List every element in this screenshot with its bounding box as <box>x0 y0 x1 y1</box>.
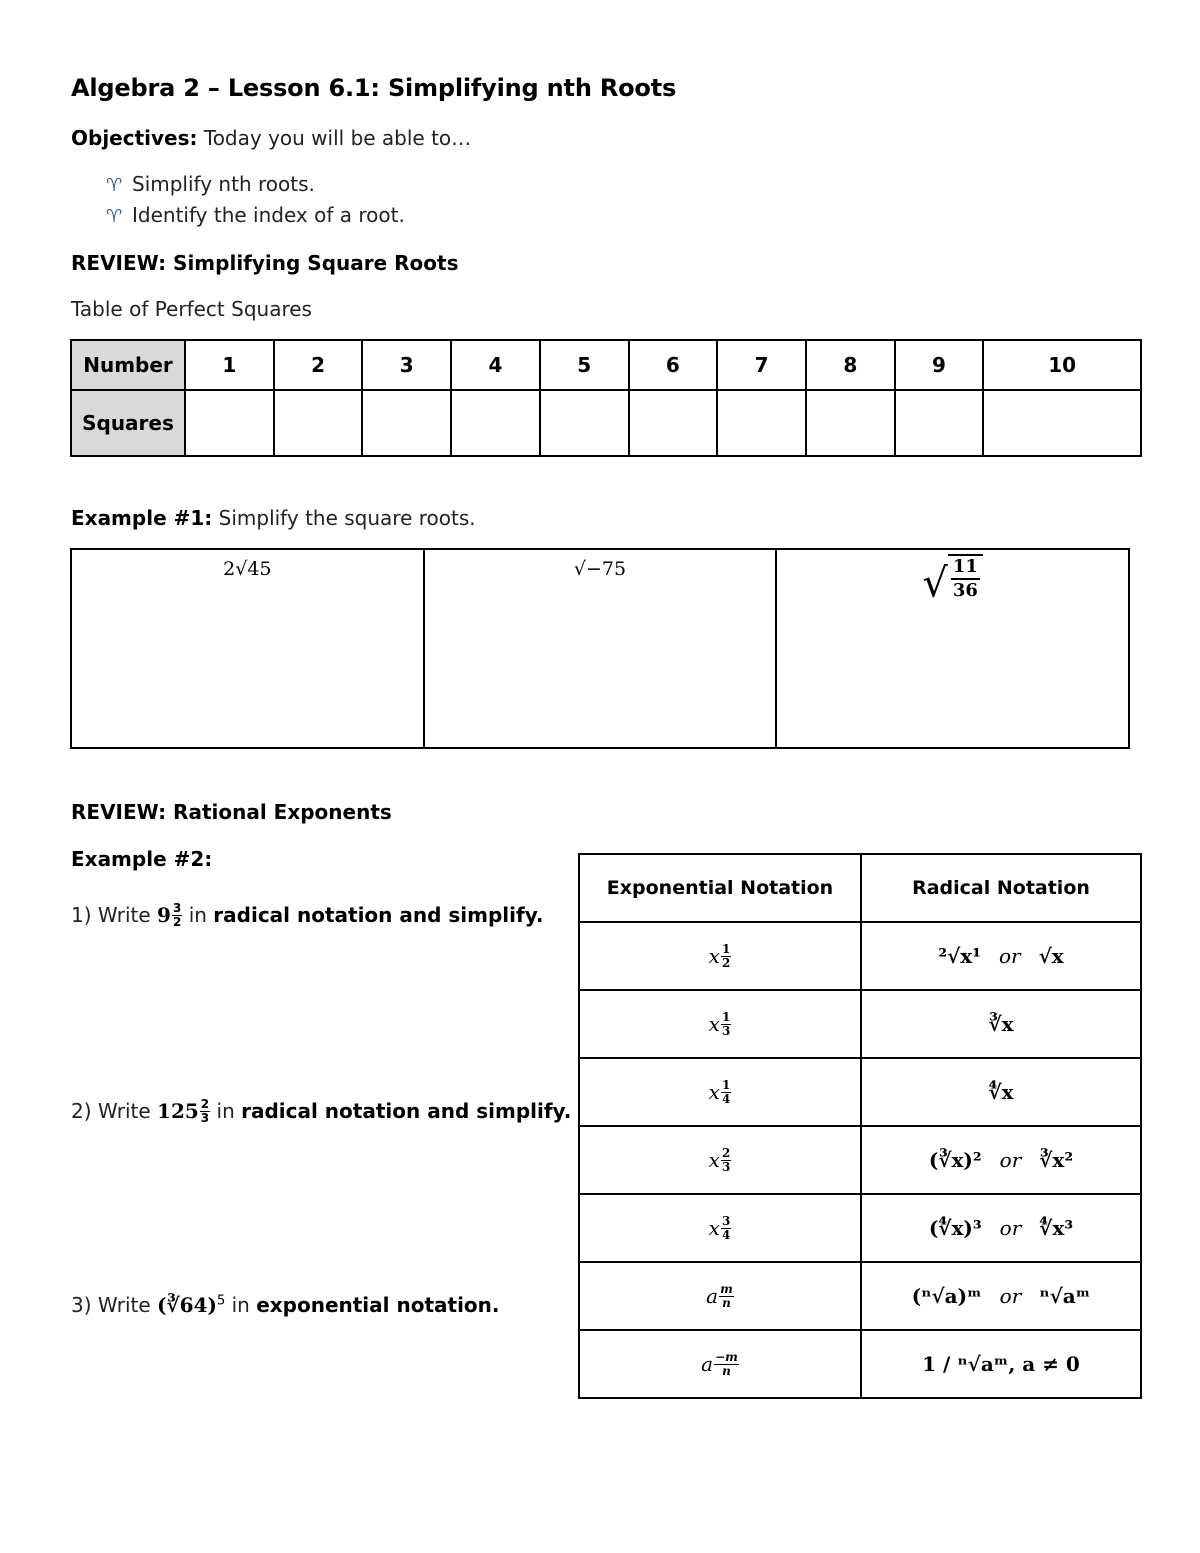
example1-box[interactable] <box>777 550 1128 747</box>
example1-line <box>71 506 476 530</box>
number-row <box>71 340 1141 390</box>
objective-item: ♈ Identify the index of a root. <box>106 203 405 227</box>
table-row: x $\frac{3}{4}$ (∜x)³ or ∜x³ <box>579 1194 1141 1262</box>
expression: √−75 <box>573 558 627 580</box>
ram-bullet-icon: ♈ <box>106 206 123 227</box>
objectives-line <box>71 126 471 150</box>
square-answer-cell[interactable] <box>629 390 718 456</box>
example1-text: Simplify the square roots. <box>218 506 476 530</box>
number-cell: 9 <box>895 340 984 390</box>
square-answer-cell[interactable] <box>362 390 451 456</box>
squares-row <box>71 390 1141 456</box>
objectives-intro: Today you will be able to… <box>203 126 472 150</box>
number-cell: 2 <box>274 340 363 390</box>
fraction-numerator: 11 <box>951 556 980 580</box>
square-answer-cell[interactable] <box>983 390 1141 456</box>
sqrt-symbol: √ <box>922 560 948 607</box>
example1-box[interactable] <box>72 550 425 747</box>
table-row: x $\frac{1}{4}$ ∜x <box>579 1058 1141 1126</box>
expression <box>777 554 1128 607</box>
square-answer-cell[interactable] <box>451 390 540 456</box>
table-row: x $\frac{1}{2}$ ²√x¹ or √x <box>579 922 1141 990</box>
perfect-squares-table <box>70 339 1142 457</box>
question-2: 2) Write 125 $\frac{2}{3}$ in radical notation and simplify. <box>71 1097 572 1125</box>
question-3: 3) Write (∛64)$^5$ in exponential notation. <box>71 1293 500 1317</box>
example1-box[interactable] <box>425 550 778 747</box>
table-row: a $\frac{-m}{n}$ 1 / ⁿ√aᵐ, a ≠ 0 <box>579 1330 1141 1398</box>
number-cell: 4 <box>451 340 540 390</box>
review-heading: REVIEW: Simplifying Square Roots <box>71 251 459 275</box>
number-cell: 7 <box>717 340 806 390</box>
ram-bullet-icon: ♈ <box>106 175 123 196</box>
example1-label: Example #1: <box>71 506 213 530</box>
expression: 2√45 <box>223 558 272 580</box>
example2-label: Example #2: <box>71 847 213 871</box>
page-title: Algebra 2 – Lesson 6.1: Simplifying nth Roots <box>71 74 677 102</box>
squares-header: Squares <box>71 390 185 456</box>
square-answer-cell[interactable] <box>895 390 984 456</box>
review2-heading: REVIEW: Rational Exponents <box>71 800 392 824</box>
table-row: a $\frac{m}{n}$ (ⁿ√a)ᵐ or ⁿ√aᵐ <box>579 1262 1141 1330</box>
square-answer-cell[interactable] <box>717 390 806 456</box>
square-answer-cell[interactable] <box>185 390 274 456</box>
exponential-notation-header: Exponential Notation <box>579 854 861 922</box>
example1-boxes <box>70 548 1130 749</box>
objectives-label: Objectives: <box>71 126 198 150</box>
question-1: 1) Write 9 $\frac{3}{2}$ in radical notation and simplify. <box>71 901 544 929</box>
square-answer-cell[interactable] <box>274 390 363 456</box>
table-row: x $\frac{2}{3}$ (∛x)² or ∛x² <box>579 1126 1141 1194</box>
square-answer-cell[interactable] <box>806 390 895 456</box>
number-cell: 5 <box>540 340 629 390</box>
table-caption: Table of Perfect Squares <box>71 297 312 321</box>
number-cell: 10 <box>983 340 1141 390</box>
notation-header-row <box>579 854 1141 922</box>
radical-notation-header: Radical Notation <box>861 854 1141 922</box>
table-row: x $\frac{1}{3}$ ∛x <box>579 990 1141 1058</box>
fraction-denominator: 36 <box>952 579 978 601</box>
number-cell: 8 <box>806 340 895 390</box>
objective-item: ♈ Simplify nth roots. <box>106 172 315 196</box>
number-cell: 3 <box>362 340 451 390</box>
square-answer-cell[interactable] <box>540 390 629 456</box>
number-cell: 1 <box>185 340 274 390</box>
number-header: Number <box>71 340 185 390</box>
notation-table <box>578 853 1142 1399</box>
number-cell: 6 <box>629 340 718 390</box>
